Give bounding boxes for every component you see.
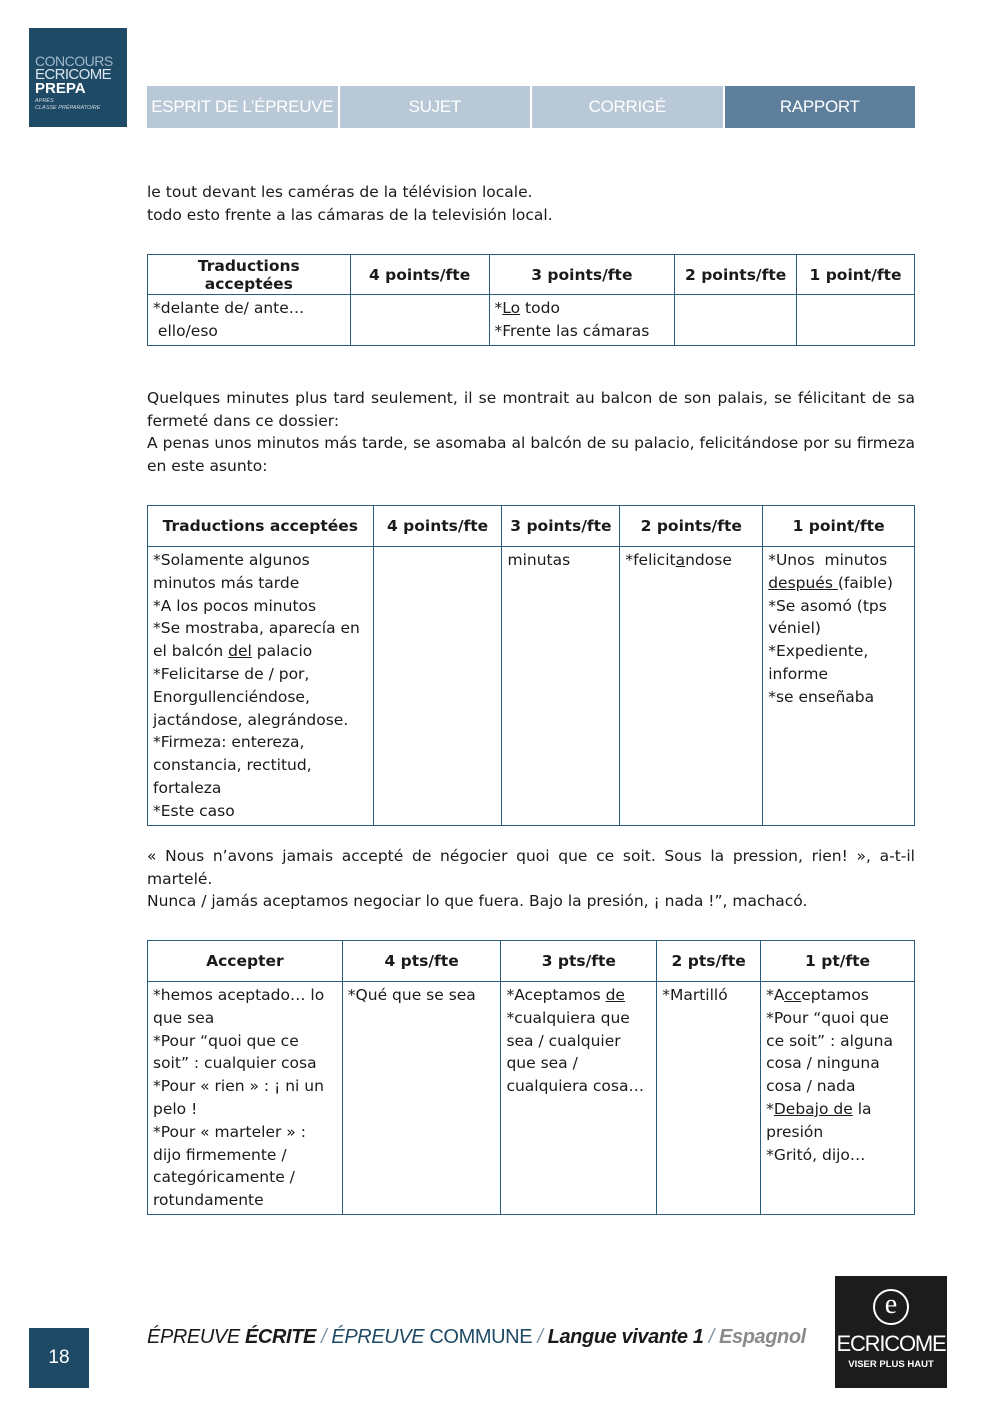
cell-line: *delante de/ ante… <box>153 299 305 317</box>
cell-line: *Debajo de la presión <box>766 1099 872 1141</box>
cell-line: *Lo todo <box>494 299 560 317</box>
header-cell: Traductions acceptées <box>148 255 351 295</box>
header-cell: 3 pts/fte <box>501 941 657 982</box>
table-cell <box>148 982 343 1215</box>
spanish-text: A penas unos minutos más tarde, se asomaba al balcón de su palacio, felicitándose por su firmeza en este asunto: <box>147 434 915 475</box>
cell-line: *Firmeza: entereza, constancia, rectitud, fortaleza <box>153 733 312 797</box>
cell-line: *Este caso <box>153 801 235 820</box>
footer-title: ÉPREUVE ÉCRITE / ÉPREUVE COMMUNE / Langue vivante 1 / Espagnol <box>147 1326 806 1348</box>
source-sentence-2 <box>147 387 915 477</box>
concours-logo <box>29 28 127 127</box>
footer-ecrite: ÉCRITE <box>244 1326 316 1348</box>
header-cell: 2 pts/fte <box>657 941 761 982</box>
tab-esprit[interactable]: ESPRIT DE L’ÉPREUVE <box>147 86 338 128</box>
cell-line: ello/eso <box>153 321 218 340</box>
cell-line: *cualquiera que sea / cualquier que sea / cualquiera cosa… <box>506 1008 644 1096</box>
tab-sujet[interactable]: SUJET <box>340 86 531 128</box>
table-cell <box>657 982 761 1215</box>
logo-line-concours: CONCOURS <box>35 53 113 69</box>
header-cell: Traductions acceptées <box>148 506 374 547</box>
french-text: Quelques minutes plus tard seulement, il se montrait au balcon de son palais, se félicitant de sa fermeté dans ce dossier: <box>147 389 915 430</box>
header-cell: 4 points/fte <box>350 255 489 295</box>
tab-corrige[interactable]: CORRIGÉ <box>532 86 723 128</box>
footer-langue: Langue vivante 1 <box>547 1326 704 1348</box>
cell-line: *se enseñaba <box>768 687 875 706</box>
header-cell: 1 pt/fte <box>761 941 915 982</box>
cell-line: *Gritó, dijo… <box>766 1145 866 1164</box>
logo-line-prepa: PREPA <box>35 80 86 97</box>
cell-line: *Se mostraba, aparecía en el balcón del palacio <box>153 619 360 661</box>
cell-line: *Expediente, informe <box>768 642 869 683</box>
cell-line: *Se asomó (tps véniel) <box>768 596 887 638</box>
header-cell: 3 points/fte <box>502 506 620 547</box>
footer-espagnol: Espagnol <box>719 1326 806 1348</box>
table-cell <box>489 295 675 346</box>
cell-line: *Pour “quoi que ce soit” : alguna cosa / ninguna cosa / nada <box>766 1008 893 1096</box>
footer-epreuve: ÉPREUVE <box>147 1326 240 1348</box>
footer-commune: COMMUNE <box>429 1326 533 1348</box>
tab-rapport[interactable]: RAPPORT <box>725 86 916 128</box>
table-cell <box>675 295 797 346</box>
logo-line-ecricome: ECRICOME <box>35 66 112 83</box>
cell-line: *Pour « rien » : ¡ ni un pelo ! <box>153 1077 324 1118</box>
cell-line: *Unos minutos después (faible) <box>768 551 893 592</box>
page-number: 18 <box>29 1328 89 1388</box>
table-cell <box>620 547 763 826</box>
header-cell: 1 point/fte <box>763 506 915 547</box>
cell-line: *Solamente algunos minutos más tarde <box>153 551 310 592</box>
header-cell: 1 point/fte <box>797 255 915 295</box>
cell-line: *felicitandose <box>625 551 732 569</box>
ecricome-name: ECRICOME <box>836 1331 946 1356</box>
ecricome-logo <box>835 1276 947 1388</box>
cell-line: *Pour “quoi que ce soit” : cualquier cosa <box>153 1031 317 1073</box>
cell-line: minutas <box>507 551 571 569</box>
table-cell <box>373 547 502 826</box>
french-text: « Nous n’avons jamais accepté de négocier quoi que ce soit. Sous la pression, rien! », a-t-il martelé. <box>147 847 915 888</box>
grading-table-2 <box>147 505 915 826</box>
header-cell: Accepter <box>148 941 343 982</box>
section-tabs <box>147 86 915 128</box>
source-sentence-1 <box>147 181 915 226</box>
header-cell: 2 points/fte <box>675 255 797 295</box>
table-cell <box>350 295 489 346</box>
table-cell <box>501 982 657 1215</box>
cell-line: *Martilló <box>662 986 728 1004</box>
table-cell <box>148 295 351 346</box>
ecricome-tagline: VISER PLUS HAUT <box>848 1359 934 1370</box>
cell-line: *A los pocos minutos <box>153 596 317 615</box>
grading-table-1 <box>147 254 915 346</box>
cell-line: *Acceptamos <box>766 986 869 1004</box>
french-text: le tout devant les caméras de la télévision locale. <box>147 183 533 201</box>
cell-line: *Felicitarse de / por, Enorgullenciéndose, jactándose, alegrándose. <box>153 664 349 729</box>
table-cell <box>763 547 915 826</box>
spanish-text: todo esto frente a las cámaras de la televisión local. <box>147 205 553 224</box>
logo-line-apres: APRÈS CLASSE PRÉPARATOIRE <box>35 98 101 111</box>
cell-line: *hemos aceptado… lo que sea <box>153 986 325 1027</box>
table-cell <box>148 547 374 826</box>
spanish-text: Nunca / jamás aceptamos negociar lo que fuera. Bajo la presión, ¡ nada !”, machacó. <box>147 892 808 911</box>
source-sentence-3 <box>147 845 915 913</box>
header-cell: 3 points/fte <box>489 255 675 295</box>
table-cell <box>342 982 501 1215</box>
cell-line: *Aceptamos de <box>506 986 625 1004</box>
header-cell: 4 points/fte <box>373 506 502 547</box>
footer-epreuve-2: ÉPREUVE <box>331 1326 425 1348</box>
cell-line: *Pour « marteler » : dijo firmemente / categóricamente / rotundamente <box>153 1122 306 1210</box>
grading-table-3 <box>147 940 915 1215</box>
table-cell <box>502 547 620 826</box>
header-cell: 2 points/fte <box>620 506 763 547</box>
cell-line: *Qué que se sea <box>347 986 476 1004</box>
ecricome-e-icon: e <box>873 1289 909 1325</box>
table-cell <box>797 295 915 346</box>
header-cell: 4 pts/fte <box>342 941 501 982</box>
table-cell <box>761 982 915 1215</box>
cell-line: *Frente las cámaras <box>494 321 650 340</box>
